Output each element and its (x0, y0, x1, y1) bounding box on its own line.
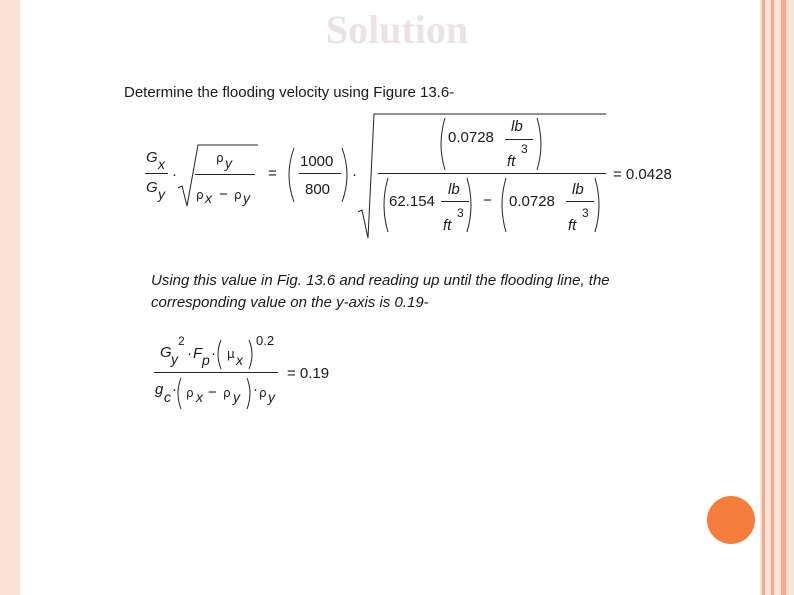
eq2-F-sub: p (202, 352, 210, 368)
eq1-rho-y-sub: y (225, 155, 232, 171)
eq1-num-lb: lb (511, 118, 523, 135)
eq1-den-exp3-1: 3 (457, 206, 464, 220)
eq1-den-ft2: ft (568, 217, 577, 234)
eq1-rho-y2: ρ (234, 188, 242, 202)
eq2-G-sub: y (171, 351, 178, 367)
eq1-gx-gy-bar (145, 173, 168, 174)
eq1-num-ft: ft (507, 153, 516, 170)
eq2-dot4: · (253, 381, 258, 398)
eq1-result: = 0.0428 (613, 166, 672, 183)
eq1-gx-G: G (146, 149, 158, 166)
eq1-main-bar (378, 173, 606, 174)
eq2-rho-y-sub: y (233, 389, 240, 405)
paragraph-line-1: Using this value in Fig. 13.6 and reading up until the flooding line, the (151, 272, 610, 289)
eq1-equals: = (268, 165, 277, 182)
eq1-rho-y2-sub: y (243, 190, 250, 206)
eq1-den-62154: 62.154 (389, 193, 435, 210)
eq2-rho-y: ρ (223, 386, 231, 400)
eq2-mu: μ (227, 347, 235, 361)
eq2-F: F (193, 345, 203, 362)
eq1-den-ft1: ft (443, 217, 452, 234)
border-stripe (781, 0, 786, 595)
eq1-gy-G: G (146, 179, 158, 196)
eq1-rho-bar (195, 174, 255, 175)
eq1-minus: − (219, 186, 228, 203)
border-stripe (771, 0, 774, 595)
eq2-g-sub: c (164, 389, 171, 405)
eq1-den-800: 800 (305, 181, 331, 198)
eq1-num-00728: 0.0728 (448, 129, 494, 146)
border-stripe (762, 0, 765, 595)
eq1-den-unit-bar1 (441, 201, 469, 202)
paragraph-line-2: corresponding value on the y-axis is 0.19- (151, 294, 429, 311)
eq2-minus: − (208, 384, 217, 401)
eq1-rho-x: ρ (196, 188, 204, 202)
eq1-num-exp3: 3 (521, 142, 528, 156)
eq2-rho-x-sub: x (196, 389, 203, 405)
eq1-den-minus: − (483, 192, 492, 209)
eq2-rho-y2: ρ (259, 386, 267, 400)
eq2-main-bar (154, 372, 278, 373)
eq1-gx-sub: x (158, 156, 165, 172)
eq1-ratio-bar (299, 173, 341, 174)
eq2-rho-x: ρ (186, 386, 194, 400)
eq2-dot2: · (211, 345, 216, 362)
eq1-dot: · (172, 166, 177, 183)
eq1-den-exp3-2: 3 (582, 206, 589, 220)
eq1-dot2: · (352, 166, 357, 183)
eq1-den-lb2: lb (572, 181, 584, 198)
eq1-rho-x-sub: x (205, 190, 212, 206)
eq1-den-unit-bar2 (566, 201, 594, 202)
eq2-dot3: · (172, 381, 177, 398)
eq1-num-1000: 1000 (300, 153, 334, 170)
eq2-rho-y2-sub: y (268, 389, 275, 405)
eq2-dot1: · (187, 345, 192, 362)
intro-text: Determine the flooding velocity using Figure 13.6- (124, 84, 455, 101)
eq2-mu-sub: x (236, 352, 243, 368)
eq2-g: g (155, 381, 164, 398)
eq1-den-00728: 0.0728 (509, 193, 555, 210)
eq2-exp: 0.2 (256, 333, 275, 348)
accent-circle (707, 496, 755, 544)
slide-title: Solution (325, 7, 469, 52)
eq2-paren-mu-icon (214, 338, 256, 372)
eq1-den-lb1: lb (448, 181, 460, 198)
eq1-gy-sub: y (158, 186, 165, 202)
eq2-G: G (160, 344, 172, 361)
eq1-num-unit-bar (505, 139, 533, 140)
eq2-result: = 0.19 (287, 365, 330, 382)
eq2-sq: 2 (178, 334, 185, 348)
eq1-rho-y: ρ (216, 151, 224, 165)
